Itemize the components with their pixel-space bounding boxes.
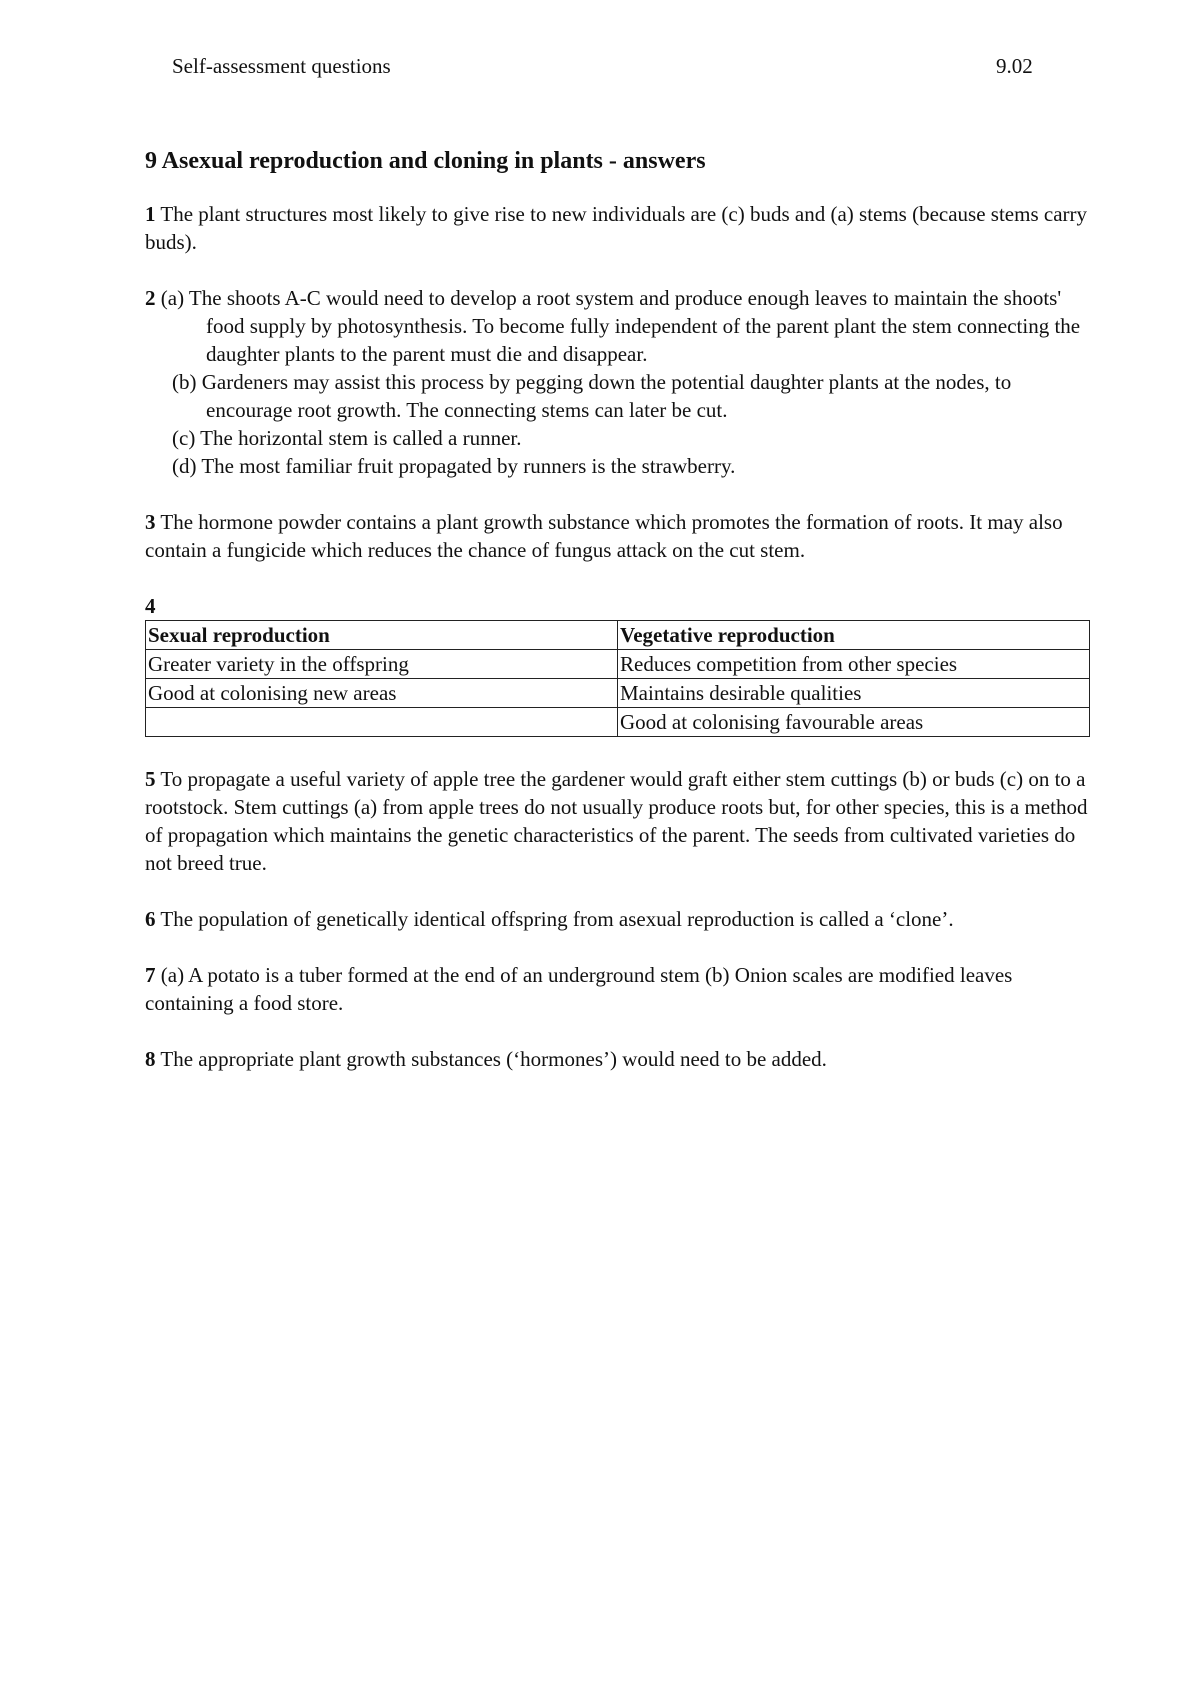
answer-number: 3 <box>145 510 156 534</box>
answer-text: The plant structures most likely to give rise to new individuals are (c) buds and (a) stems (because stems carry buds). <box>145 202 1088 254</box>
table-cell: Greater variety in the offspring <box>146 650 618 679</box>
answer-7 <box>145 961 1090 1017</box>
answer-number: 4 <box>145 594 156 618</box>
header-page-number: 9.02 <box>996 54 1033 78</box>
table-header-cell: Vegetative reproduction <box>618 621 1090 650</box>
answer-2a <box>145 284 1090 368</box>
answer-number: 8 <box>145 1047 156 1071</box>
comparison-table <box>145 620 1090 737</box>
table-row <box>146 679 1090 708</box>
answer-text: The appropriate plant growth substances (‘hormones’) would need to be added. <box>155 1047 827 1071</box>
answer-number: 2 <box>145 286 156 310</box>
answer-number: 6 <box>145 907 156 931</box>
table-cell: Good at colonising favourable areas <box>618 708 1090 737</box>
answer-2b: (b) Gardeners may assist this process by pegging down the potential daughter plants at the nodes, to encourage root growth. The connecting stems can later be cut. <box>172 370 1012 422</box>
table-cell: Good at colonising new areas <box>146 679 618 708</box>
answer-8 <box>145 1045 1090 1073</box>
table-cell: Reduces competition from other species <box>618 650 1090 679</box>
answer-text: (a) The shoots A-C would need to develop a root system and produce enough leaves to maintain the shoots' food supply by photosynthesis. To become fully independent of the parent plant the stem connecting the daughter plants to the parent must die and disappear. <box>155 286 1081 366</box>
page-title: 9 Asexual reproduction and cloning in plants - answers <box>145 148 706 174</box>
answer-text: To propagate a useful variety of apple tree the gardener would graft either stem cuttings (b) or buds (c) on to a rootstock. Stem cuttings (a) from apple trees do not usually produce roots but, for other species, this is a method of propagation which maintains the genetic characteristics of the parent. The seeds from cultivated varieties do not breed true. <box>145 767 1088 875</box>
table-row <box>146 708 1090 737</box>
table-cell: Maintains desirable qualities <box>618 679 1090 708</box>
answer-1 <box>145 200 1090 256</box>
answer-text: The hormone powder contains a plant growth substance which promotes the formation of roots. It may also contain a fungicide which reduces the chance of fungus attack on the cut stem. <box>145 510 1063 562</box>
header-title: Self-assessment questions <box>172 54 391 78</box>
answer-text: The population of genetically identical offspring from asexual reproduction is called a ‘clone’. <box>155 907 954 931</box>
answer-2c: (c) The horizontal stem is called a runner. <box>172 426 522 450</box>
answer-number: 7 <box>145 963 156 987</box>
answer-number: 5 <box>145 767 156 791</box>
answer-4 <box>145 592 1090 737</box>
table-row <box>146 650 1090 679</box>
answer-2 <box>145 284 1090 480</box>
table-cell <box>146 708 618 737</box>
answer-5 <box>145 765 1090 877</box>
table-header-row <box>146 621 1090 650</box>
answer-2d: (d) The most familiar fruit propagated by runners is the strawberry. <box>172 454 736 478</box>
answer-3 <box>145 508 1090 564</box>
document-body <box>145 146 1090 1101</box>
answer-text: (a) A potato is a tuber formed at the end of an underground stem (b) Onion scales are modified leaves containing a food store. <box>145 963 1013 1015</box>
answer-number: 1 <box>145 202 156 226</box>
answer-6 <box>145 905 1090 933</box>
table-header-cell: Sexual reproduction <box>146 621 618 650</box>
